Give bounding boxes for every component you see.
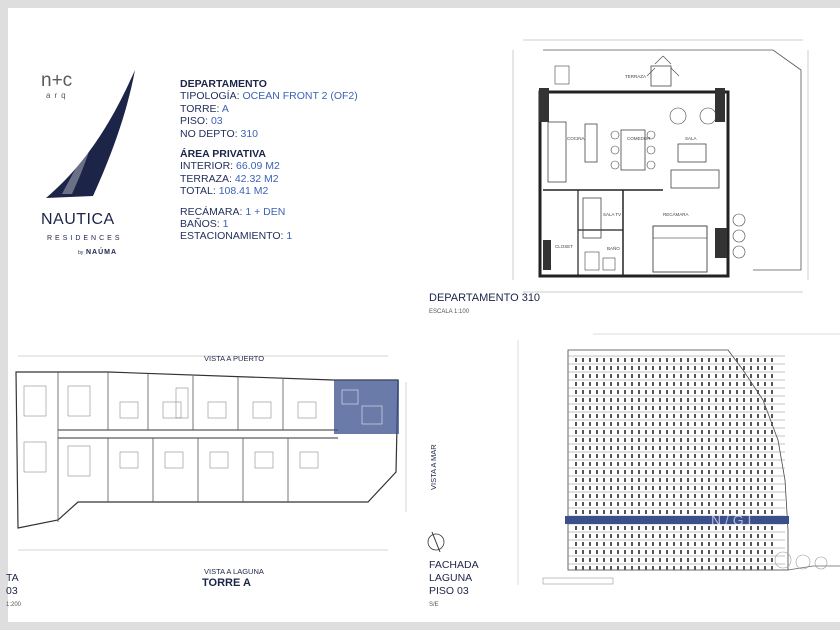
room-recamara: RECÁMARA [663,212,689,217]
recamara-value: 1 + DEN [245,205,286,218]
highlighted-floor-03 [565,516,789,524]
unit-plan-title: DEPARTAMENTO 310 [429,292,541,304]
facade-title-2: LAGUNA [429,572,473,584]
interior-label: INTERIOR: [180,160,234,173]
plan-cut-label-2: 03 [6,585,18,597]
heading-departamento: DEPARTAMENTO [180,78,267,90]
room-sala-tv: SALA TV [603,212,622,217]
room-closet: CLOSET [555,244,574,249]
room-sala: SALA [685,136,697,141]
interior-value: 66.09 M2 [236,160,280,173]
unit-info [180,78,358,243]
piso-value: 03 [210,115,223,128]
total-label: TOTAL: [180,185,216,198]
plan-cut-label-3: 1:200 [6,602,22,608]
document-sheet [8,8,840,622]
facade-watermark: N / G I [711,512,752,528]
terraza-value: 42.32 M2 [234,172,279,185]
room-comedor: COMEDOR [627,136,651,141]
piso-label: PISO: [180,115,209,128]
highlighted-unit-310 [334,380,399,434]
logo-nauma: NAÚMA [86,249,118,256]
torre-label: TORRE A [202,577,251,589]
room-bano: BAÑO [607,246,620,251]
facade-scale: S/E [429,602,439,608]
facade-elevation [513,330,840,592]
depto-value: 310 [240,127,259,140]
unit-floor-plan [503,30,823,300]
recamara-label: RECÁMARA: [180,205,243,218]
label-vista-puerto: VISTA A PUERTO [204,354,265,363]
facade-title-1: FACHADA [429,559,479,571]
torre-value: A [221,102,229,115]
logo-by: by [78,250,84,256]
label-vista-laguna: VISTA A LAGUNA [204,567,264,576]
estacionamiento-label: ESTACIONAMIENTO: [180,230,284,243]
room-terraza: TERRAZA [625,74,647,79]
plan-cut-label-1: TA [6,572,19,584]
terraza-label: TERRAZA: [180,172,232,185]
label-vista-mar: VISTA A MAR [429,444,438,490]
banos-value: 1 [222,218,229,231]
tipologia-label: TIPOLOGÍA: [180,90,240,103]
unit-plan-scale: ESCALA 1:100 [429,309,470,315]
logo-nc: n+c [41,70,73,91]
total-value: 108.41 M2 [218,185,269,198]
heading-area-privativa: ÁREA PRIVATIVA [180,148,266,161]
nautica-logo [38,68,158,258]
room-cocina: COCINA [567,136,585,141]
logo-brand: NAUTICA [41,211,115,228]
logo-residences: RESIDENCES [47,235,123,242]
logo-arq: arq [46,91,70,100]
tower-floor-plan [8,342,438,582]
facade-title-3: PISO 03 [429,585,469,597]
north-arrow-icon [426,530,446,554]
estacionamiento-value: 1 [286,230,293,243]
banos-label: BAÑOS: [180,218,220,231]
depto-label: NO DEPTO: [180,127,238,140]
tipologia-value: OCEAN FRONT 2 (OF2) [242,90,358,103]
torre-label: TORRE: [180,102,220,115]
